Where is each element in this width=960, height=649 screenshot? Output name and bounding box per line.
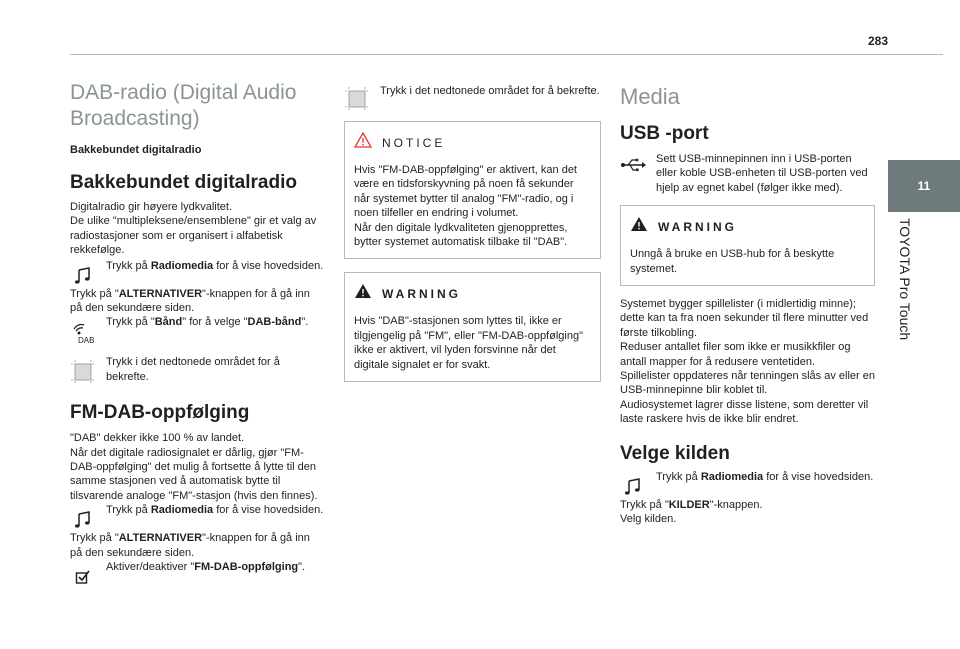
usb-icon [620,152,646,178]
fm-step-radiomedia: Trykk på Radiomedia for å vise hovedsiden. [70,503,325,531]
step-radiomedia: Trykk på Radiomedia for å vise hovedsiden. [70,259,325,287]
fm-step-toggle: Aktiver/deaktiver "FM-DAB-oppfølging". [70,560,325,588]
touch-area-icon [70,359,96,385]
step-confirm: Trykk i det nedtonede området for å bekrefte. [70,355,325,384]
usb-warning-box [620,205,875,286]
notice-box [344,121,601,259]
source-step-select: Velg kilden. [620,513,677,526]
usb-warning-text: Unngå å bruke en USB-hub for å beskytte systemet. [630,248,835,275]
notice-text-2: Når den digitale lydkvaliteten gjenopprettes, bytter systemet automatisk tilbake til "DAB". [354,221,568,249]
chapter-tab: 11 [888,160,960,212]
touch-area-icon [344,86,370,112]
fm-text-2: Når det digitale radiosignalet er dårlig, gjør "FM-DAB-oppfølging" det mulig å fortsette å lytte til den samme stasjonen ved å automatisk bytte til tilsvarende analoge "FM"-stasjon (hvis den finnes). [70,446,318,502]
step-alternativer: Trykk på "ALTERNATIVER"-knappen for å gå inn på den sekundære siden. [70,287,310,315]
notice-triangle-icon [354,132,372,153]
warning-text: Hvis "DAB"-stasjonen som lyttes til, ikke er tilgjengelig på "FM", eller "FM-DAB-oppfølging" ikke er aktivert, vil lyden forsvinne når det digitale signalet er for svakt. [354,315,583,371]
dab-radio-icon [70,319,96,345]
playlist-text-3: Spillelister oppdateres når tenningen slås av eller en USB-minnepinne blir koblet til. [620,370,875,397]
heading-digital-radio: Bakkebundet digitalradio [70,172,297,193]
playlist-text-4: Audiosystemet lagrer disse listene, som deretter vil laste raskere hvis de ikke blir endret. [620,398,869,426]
music-note-icon [70,507,96,533]
fm-text-1: "DAB" dekker ikke 100 % av landet. [70,432,245,445]
usb-warning-title: WARNING [658,219,737,234]
music-note-icon [620,474,646,500]
playlist-text-1: Systemet bygger spillelister (i midlertidig minne); dette kan ta fra noen sekunder til flere minutter ved første tilkobling. [620,298,869,339]
notice-text-1: Hvis "FM-DAB-oppfølging" er aktivert, kan det være en tidsforskyvning på noen få sekunder når systemet bytter til analog "FM"-radio, og i noen tilfeller en endring i volumet. [354,164,577,220]
column-2 [344,84,601,382]
subtitle-digital: Bakkebundet digitalradio [70,144,202,156]
column-3 [620,84,875,527]
warning-box [344,272,601,382]
section-title-media: Media [620,84,680,109]
notice-title: NOTICE [382,135,446,150]
svg-text:DAB: DAB [78,336,95,346]
playlist-text-2: Reduser antallet filer som ikke er musikkfiler og antall mapper for å redusere ventetiden. [620,341,851,368]
section-title-dab: DAB-radio (Digital Audio Broadcasting) [70,81,297,130]
step-band: DAB Trykk på "Bånd" for å velge "DAB-bånd". [70,315,325,343]
checkbox-icon [70,564,96,590]
top-rule [70,54,943,55]
column-1 [70,80,325,588]
chapter-title [889,218,929,418]
source-step-radiomedia: Trykk på Radiomedia for å vise hovedsiden. [620,470,875,498]
fm-step-alternativer: Trykk på "ALTERNATIVER"-knappen for å gå inn på den sekundære siden. [70,532,310,559]
intro-text: Digitalradio gir høyere lydkvalitet. [70,201,233,213]
intro-text-2: De ulike "multipleksene/ensemblene" gir et valg av radiostasjoner som er organisert i alfabetisk rekkefølge. [70,215,317,257]
warning-triangle-icon [354,283,372,304]
chapter-title-text: TOYOTA Pro Touch [897,218,913,341]
music-note-icon [70,263,96,289]
usb-instruction: Sett USB-minnepinnen inn i USB-porten eller koble USB-enheten til USB-porten ved hjelp av egnet kabel (følger ikke med). [620,152,875,195]
heading-usb-port: USB -port [620,123,709,144]
warning-triangle-icon [630,216,648,237]
heading-fm-dab: FM-DAB-oppfølging [70,402,250,424]
page-number: 283 [868,34,889,48]
warning-title: WARNING [382,286,461,301]
heading-select-source: Velge kilden [620,442,730,464]
step-confirm-2: Trykk i det nedtonede området for å bekrefte. [344,84,601,112]
source-step-kilder: Trykk på "KILDER"-knappen. [620,498,763,511]
